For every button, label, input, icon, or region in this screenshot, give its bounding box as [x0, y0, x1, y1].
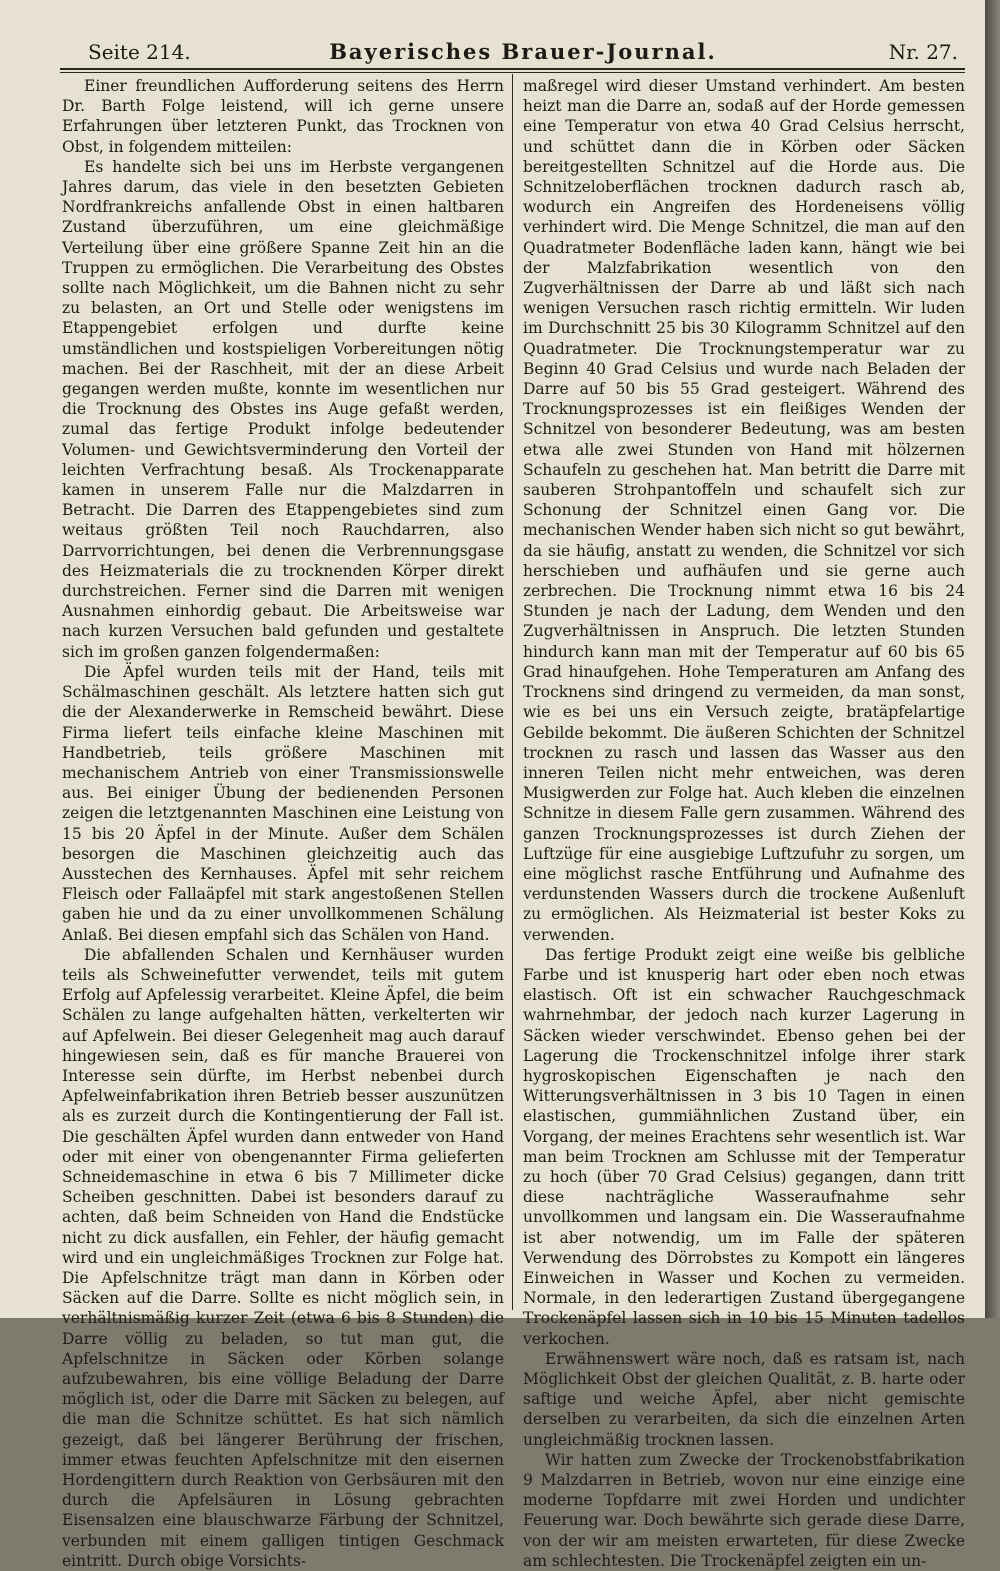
journal-title: Bayerisches Brauer-Journal. — [329, 39, 717, 64]
paragraph: Die Äpfel wurden teils mit der Hand, teils mit Schälmaschinen geschält. Als letztere hatten sich gut die der Alexanderwerke in Remscheid bewährt. Diese Firma liefert teils einfache kleine Maschinen mit Handbetrieb, teils größere Maschinen mit mechanischem Antrieb von einer Transmissionswelle aus. Bei einiger Übung der bedienenden Personen zeigen die letztgenannten Maschinen eine Leistung von 15 bis 20 Äpfel in der Minute. Außer dem Schälen besorgen die Maschinen gleichzeitig auch das Ausstechen des Kernhauses. Äpfel mit sehr reichem Fleisch oder Fallaäpfel mit stark angestoßenen Stellen gaben hie und da zu einer unvollkommenen Schälung Anlaß. Bei diesen empfahl sich das Schälen von Hand. — [62, 662, 504, 944]
paragraph: Einer freundlichen Aufforderung seitens des Herrn Dr. Barth Folge leistend, will ich gerne unsere Erfahrungen über letzteren Punkt, das Trocknen von Obst, in folgendem mitteilen: — [62, 77, 504, 156]
column-divider — [512, 74, 513, 1310]
page-header — [88, 36, 958, 68]
paragraph: Wir hatten zum Zwecke der Trockenobstfabrikation 9 Malzdarren in Betrieb, wovon nur eine einzige eine moderne Topfdarre mit zwei Horden und undichter Feuerung war. Doch bewährte sich gerade diese Darre, von der wir am meisten erwarteten, für diese Zwecke am schlechtesten. Die Trockenäpfel zeigten ein un- — [523, 1450, 965, 1570]
left-column — [62, 76, 504, 1570]
header-rule-thin — [60, 72, 965, 73]
page-edge — [985, 0, 1000, 1318]
paragraph: Die abfallenden Schalen und Kernhäuser wurden teils als Schweinefutter verwendet, teils mit gutem Erfolg auf Apfelessig verarbeitet. Kleine Äpfel, die beim Schälen zu lange aufgehalten hätten, verkelterten wir auf Apfelwein. Bei dieser Gelegenheit mag auch darauf hingewiesen sein, daß es für manche Brauerei von Interesse sein dürfte, im Herbst nebenbei durch Apfelweinfabrikation ihren Betrieb besser auszunützen als es zurzeit durch die Kontingentierung der Fall ist. Die geschälten Äpfel wurden dann entweder von Hand oder mit einer von obengenannter Firma gelieferten Schneidemaschine in etwa 6 bis 7 Millimeter dicke Scheiben geschnitten. Dabei ist besonders darauf zu achten, daß beim Schneiden von Hand die Endstücke nicht zu dick ausfallen, ein Fehler, der häufig gemacht wird und ein ungleichmäßiges Trocknen zur Folge hat. Die Apfelschnitze trägt man dann in Körben oder Säcken auf die Darre. Sollte es nicht möglich sein, in verhältnismäßig kurzer Zeit (etwa 6 bis 8 Stunden) die Darre völlig zu beladen, so tut man gut, die Apfelschnitze in Säcken oder Körben solange aufzubewahren, bis eine völlige Beladung der Darre möglich ist, oder die Darre mit Säcken zu belegen, auf die man die Schnitze schüttet. Es hat sich nämlich gezeigt, daß bei längerer Berührung der frischen, immer etwas feuchten Apfelschnitze mit den eisernen Hordengittern durch Reaktion von Gerbsäuren mit den durch die Apfelsäuren in Lösung gebrachten Eisensalzen eine blauschwarze Färbung der Schnitzel, verbunden mit einem galligen tintigen Geschmack eintritt. Durch obige Vorsichts- — [62, 945, 504, 1570]
header-rule — [60, 68, 965, 70]
page-number: Seite 214. — [88, 40, 191, 64]
issue-number: Nr. 27. — [888, 40, 958, 64]
paragraph: maßregel wird dieser Umstand verhindert. Am besten heizt man die Darre an, sodaß auf der Horde gemessen eine Temperatur von etwa 40 Grad Celsius herrscht, und schüttet dann die in Körben oder Säcken bereitgestellten Schnitzel auf die Horde aus. Die Schnitzeloberflächen trocknen dadurch rasch ab, wodurch ein Angreifen des Hordeneisens völlig verhindert wird. Die Menge Schnitzel, die man auf den Quadratmeter Bodenfläche laden kann, hängt wie bei der Malzfabrikation wesentlich von den Zugverhältnissen der Darre ab und läßt sich nach wenigen Versuchen rasch richtig ermitteln. Wir luden im Durchschnitt 25 bis 30 Kilogramm Schnitzel auf den Quadratmeter. Die Trocknungstemperatur war zu Beginn 40 Grad Celsius und wurde nach Beladen der Darre auf 50 bis 55 Grad gesteigert. Während des Trocknungsprozesses ist ein fleißiges Wenden der Schnitzel von besonderer Bedeutung, was am besten etwa alle zwei Stunden von Hand mit hölzernen Schaufeln zu geschehen hat. Man betritt die Darre mit sauberen Strohpantoffeln und schaufelt sich zur Schonung der Schnitzel einen Gang vor. Die mechanischen Wender haben sich nicht so gut bewährt, da sie häufig, anstatt zu wenden, die Schnitzel vor sich herschieben und aufhäufen und sie gerne auch zerbrechen. Die Trocknung nimmt etwa 16 bis 24 Stunden je nach der Ladung, dem Wenden und den Zugverhältnissen in Anspruch. Die letzten Stunden hindurch kann man mit der Temperatur auf 60 bis 65 Grad hinaufgehen. Hohe Temperaturen am Anfang des Trocknens sind dringend zu vermeiden, da man sonst, wie es bei uns ein Versuch zeigte, bratäpfelartige Gebilde bekommt. Die äußeren Schichten der Schnitzel trocknen zu rasch und lassen das Wasser aus den inneren Teilen nicht mehr entweichen, was deren Musigwerden zur Folge hat. Auch kleben die einzelnen Schnitze in diesem Falle gern zusammen. Während des ganzen Trocknungsprozesses ist durch Ziehen der Luftzüge für eine ausgiebige Luftzufuhr zu sorgen, um eine möglichst rasche Entführung und Aufnahme des verdunstenden Wassers durch die trockene Außenluft zu ermöglichen. Als Heizmaterial ist bester Koks zu verwenden. — [523, 77, 965, 944]
paragraph: Erwähnenswert wäre noch, daß es ratsam ist, nach Möglichkeit Obst der gleichen Qualität, z. B. harte oder saftige und weiche Äpfel, aber nicht gemischte derselben zu verarbeiten, da sich die einzelnen Arten ungleichmäßig trocknen lassen. — [523, 1349, 965, 1449]
right-column — [523, 76, 965, 1570]
paragraph: Das fertige Produkt zeigt eine weiße bis gelbliche Farbe und ist knusperig hart oder eben noch etwas elastisch. Oft ist ein schwacher Rauchgeschmack wahrnehmbar, der jedoch nach kurzer Lagerung in Säcken wieder verschwindet. Ebenso gehen bei der Lagerung die Trockenschnitzel infolge ihrer stark hygroskopischen Eigenschaften je nach den Witterungsverhältnissen in 3 bis 10 Tagen in einen elastischen, gummiähnlichen Zustand über, ein Vorgang, der meines Erachtens sehr wesentlich ist. War man beim Trocknen am Schlusse mit der Temperatur zu hoch (über 70 Grad Celsius) gegangen, dann tritt diese nachträgliche Wasseraufnahme sehr unvollkommen und langsam ein. Die Wasseraufnahme ist aber notwendig, um im Falle der späteren Verwendung des Dörrobstes zu Kompott ein längeres Einweichen in Wasser und Kochen zu vermeiden. Normale, in den lederartigen Zustand übergegangene Trockenäpfel lassen sich in 10 bis 15 Minuten tadellos verkochen. — [523, 945, 965, 1348]
paragraph: Es handelte sich bei uns im Herbste vergangenen Jahres darum, das viele in den besetzten Gebieten Nordfrankreichs anfallende Obst in einen haltbaren Zustand überzuführen, um eine gleichmäßige Verteilung über eine größere Spanne Zeit hin an die Truppen zu ermöglichen. Die Verarbeitung des Obstes sollte nach Möglichkeit, um die Bahnen nicht zu sehr zu belasten, an Ort und Stelle oder wenigstens im Etappengebiet erfolgen und durfte keine umständlichen und kostspieligen Vorbereitungen nötig machen. Bei der Raschheit, mit der an diese Arbeit gegangen werden mußte, konnte im wesentlichen nur die Trocknung des Obstes ins Auge gefaßt werden, zumal das fertige Produkt infolge bedeutender Volumen- und Gewichtsverminderung den Vorteil der leichten Verfrachtung besaß. Als Trockenapparate kamen in unserem Falle nur die Malzdarren in Betracht. Die Darren des Etappengebietes sind zum weitaus größten Teil noch Rauchdarren, also Darrvorrichtungen, bei denen die Verbrennungsgase des Heizmaterials die zu trocknenden Körper direkt durchstreichen. Ferner sind die Darren mit wenigen Ausnahmen einhordig gebaut. Die Arbeitsweise war nach kurzen Versuchen bald gefunden und gestaltete sich im großen ganzen folgendermaßen: — [62, 157, 504, 661]
